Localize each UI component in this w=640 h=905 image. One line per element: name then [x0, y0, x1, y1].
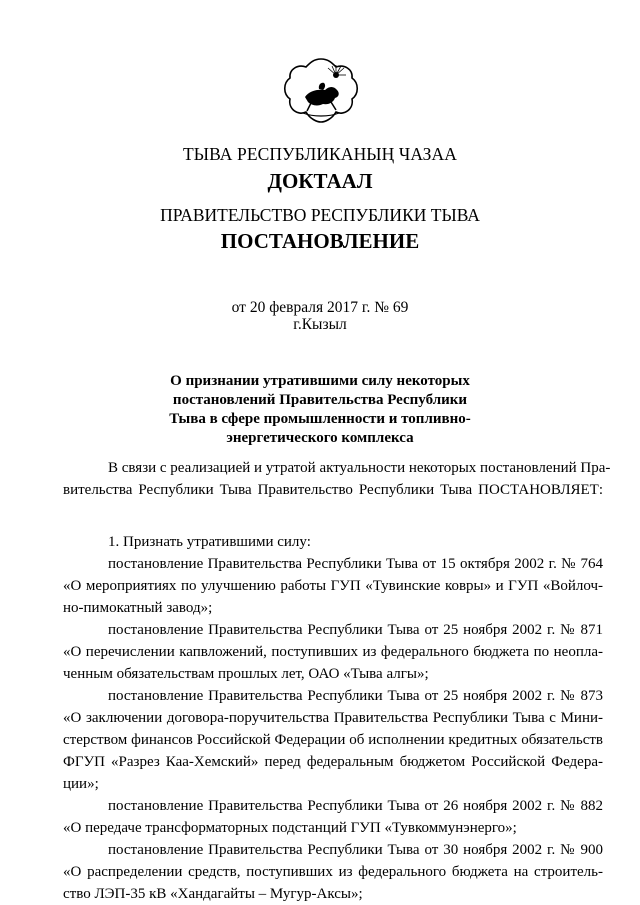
tuvan-document-type: ДОКТААЛ	[267, 169, 373, 193]
clause-line: постановление Правительства Республики Тыва от 25 ноября 2002 г. № 873	[108, 688, 603, 704]
government-title: ПРАВИТЕЛЬСТВО РЕСПУБЛИКИ ТЫВА	[160, 205, 480, 225]
subject-line: Тыва в сфере промышленности и топливно-	[169, 411, 471, 427]
city: г.Кызыл	[293, 316, 347, 333]
clause-line: постановление Правительства Республики Тыва от 26 ноября 2002 г. № 882	[108, 798, 603, 814]
paragraph-gap	[63, 501, 603, 531]
clause-line: постановление Правительства Республики Тыва от 25 ноября 2002 г. № 871	[108, 622, 603, 638]
clause-line: «О перечислении капвложений, поступивших из федерального бюджета по неопла-	[63, 644, 603, 660]
date-and-number: от 20 февраля 2017 г. № 69	[231, 299, 409, 316]
clause-line: ции»;	[63, 776, 99, 792]
clause-line: ство ЛЭП-35 кВ «Хандагайты – Мугур-Аксы»;	[63, 886, 363, 902]
coat-of-arms-emblem	[281, 55, 361, 125]
clause-line: «О распределении средств, поступивших из федерального бюджета на строитель-	[63, 864, 603, 880]
document-subject	[160, 372, 480, 448]
clause-line: ФГУП «Разрез Каа-Хемский» перед федеральным бюджетом Российской Федера-	[63, 754, 603, 770]
preamble-line: вительства Республики Тыва Правительство Республики Тыва ПОСТАНОВЛЯЕТ:	[63, 482, 603, 498]
clause-line: «О передаче трансформаторных подстанций ГУП «Тувкоммунэнерго»;	[63, 820, 517, 836]
tuvan-government-title: ТЫВА РЕСПУБЛИКАНЫҢ ЧАЗАА	[182, 144, 458, 164]
subject-line: постановлений Правительства Республики	[172, 392, 468, 408]
document-body	[63, 457, 611, 905]
clause-line: «О мероприятиях по улучшению работы ГУП «Тувинские ковры» и ГУП «Войлоч-	[63, 578, 603, 594]
clause-line: постановление Правительства Республики Тыва от 15 октября 2002 г. № 764	[108, 556, 603, 572]
subject-line: О признании утратившими силу некоторых	[170, 373, 470, 389]
subject-line: энергетического комплекса	[226, 430, 414, 446]
clause-line: постановление Правительства Республики Тыва от 30 ноября 2002 г. № 900	[108, 842, 603, 858]
clause-heading: 1. Признать утратившими силу:	[108, 534, 311, 550]
clause-line: «О заключении договора-поручительства Правительства Республики Тыва с Мини-	[63, 710, 603, 726]
clause-line: но-пимокатный завод»;	[63, 600, 213, 616]
clause-line: ченным обязательствам прошлых лет, ОАО «Тыва алгы»;	[63, 666, 429, 682]
document-type: ПОСТАНОВЛЕНИЕ	[220, 229, 420, 253]
clause-line: стерством финансов Российской Федерации об исполнении кредитных обязательств	[63, 732, 603, 748]
preamble-line: В связи с реализацией и утратой актуальности некоторых постановлений Пра-	[108, 460, 611, 476]
